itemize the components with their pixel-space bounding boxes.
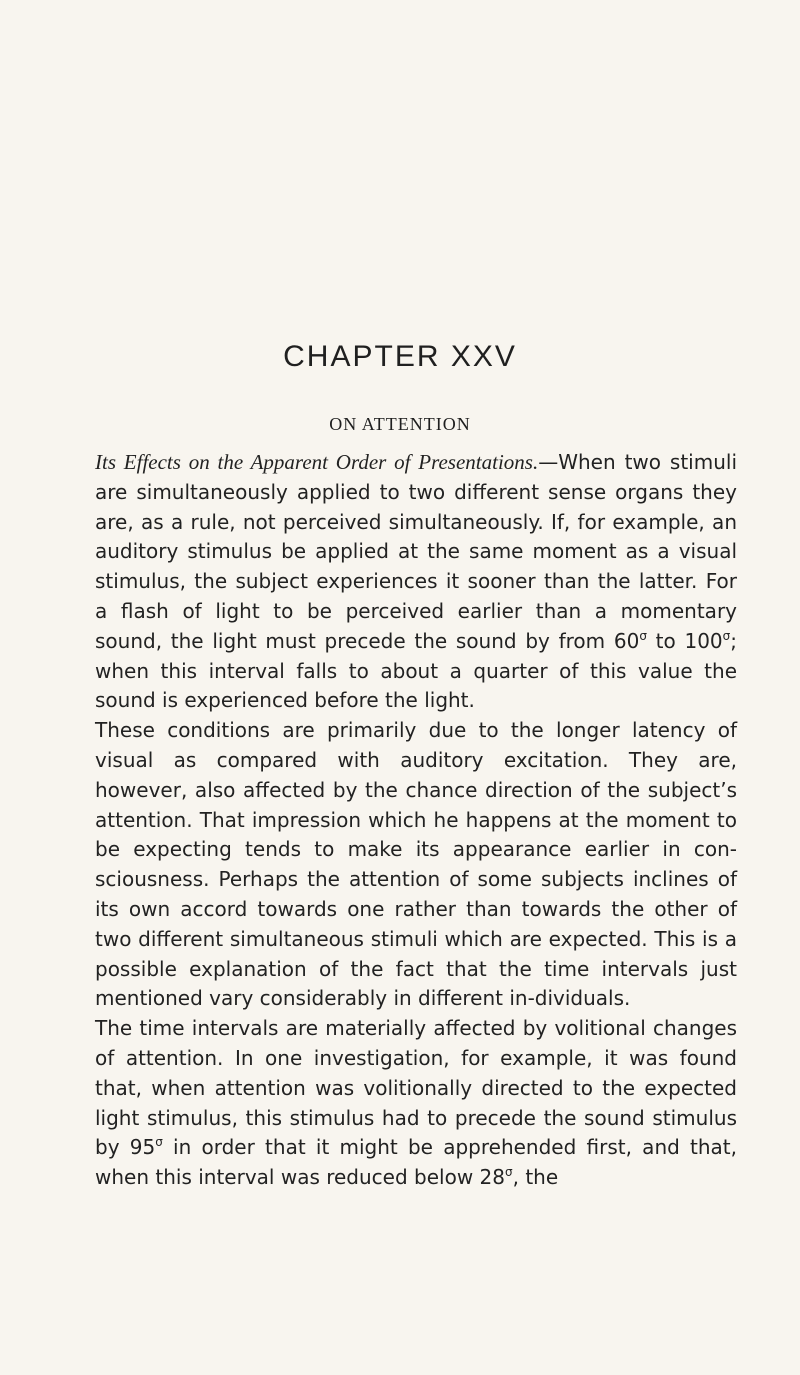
paragraph-2: These conditions are primarily due to the longer latency of visual as compared with auditory excitation. They are, however, also affected by the chance direction of the subject’s attention. That impression which he happens at the moment to be expecting tends to make its appearance earlier in con-sciousness. Perhaps the attention of some subjects inclines of its own accord towards one rather than towards the other of two different simultaneous stimuli which are expected. This is a possible explanation of the fact that the time intervals just mentioned vary considerably in different in-dividuals. xyxy=(95,718,737,1011)
body-text xyxy=(95,448,737,1193)
paragraph-1-text: —When two stimuli are simultaneously applied to two different sense organs they are, as a rule, not perceived simultaneously. If, for example, an auditory stimulus be applied at the same moment as a visual stimulus, the subject experiences it sooner than the latter. For a flash of light to be perceived earlier than a momentary sound, the light must precede the sound by from $60^\sigma$ to $100^\sigma$; when this interval falls to about a quarter of this value the sound is experienced before the light. xyxy=(95,450,738,713)
paragraph-heading: Its Effects on the Apparent Order of Presentations. xyxy=(95,450,539,474)
paragraph-1 xyxy=(95,448,737,716)
section-title: ON ATTENTION xyxy=(329,414,471,434)
paragraph-3: The time intervals are materially affected by volitional changes of attention. In one investigation, for example, it was found that, when attention was volitionally directed to the expected light stimulus, this stimulus had to precede the sound stimulus by $95^\sigma$ in order that it might be apprehended first, and that, when this interval was reduced below $28^\sigma$, the xyxy=(95,1016,738,1190)
chapter-title: CHAPTER XXV xyxy=(283,340,517,373)
